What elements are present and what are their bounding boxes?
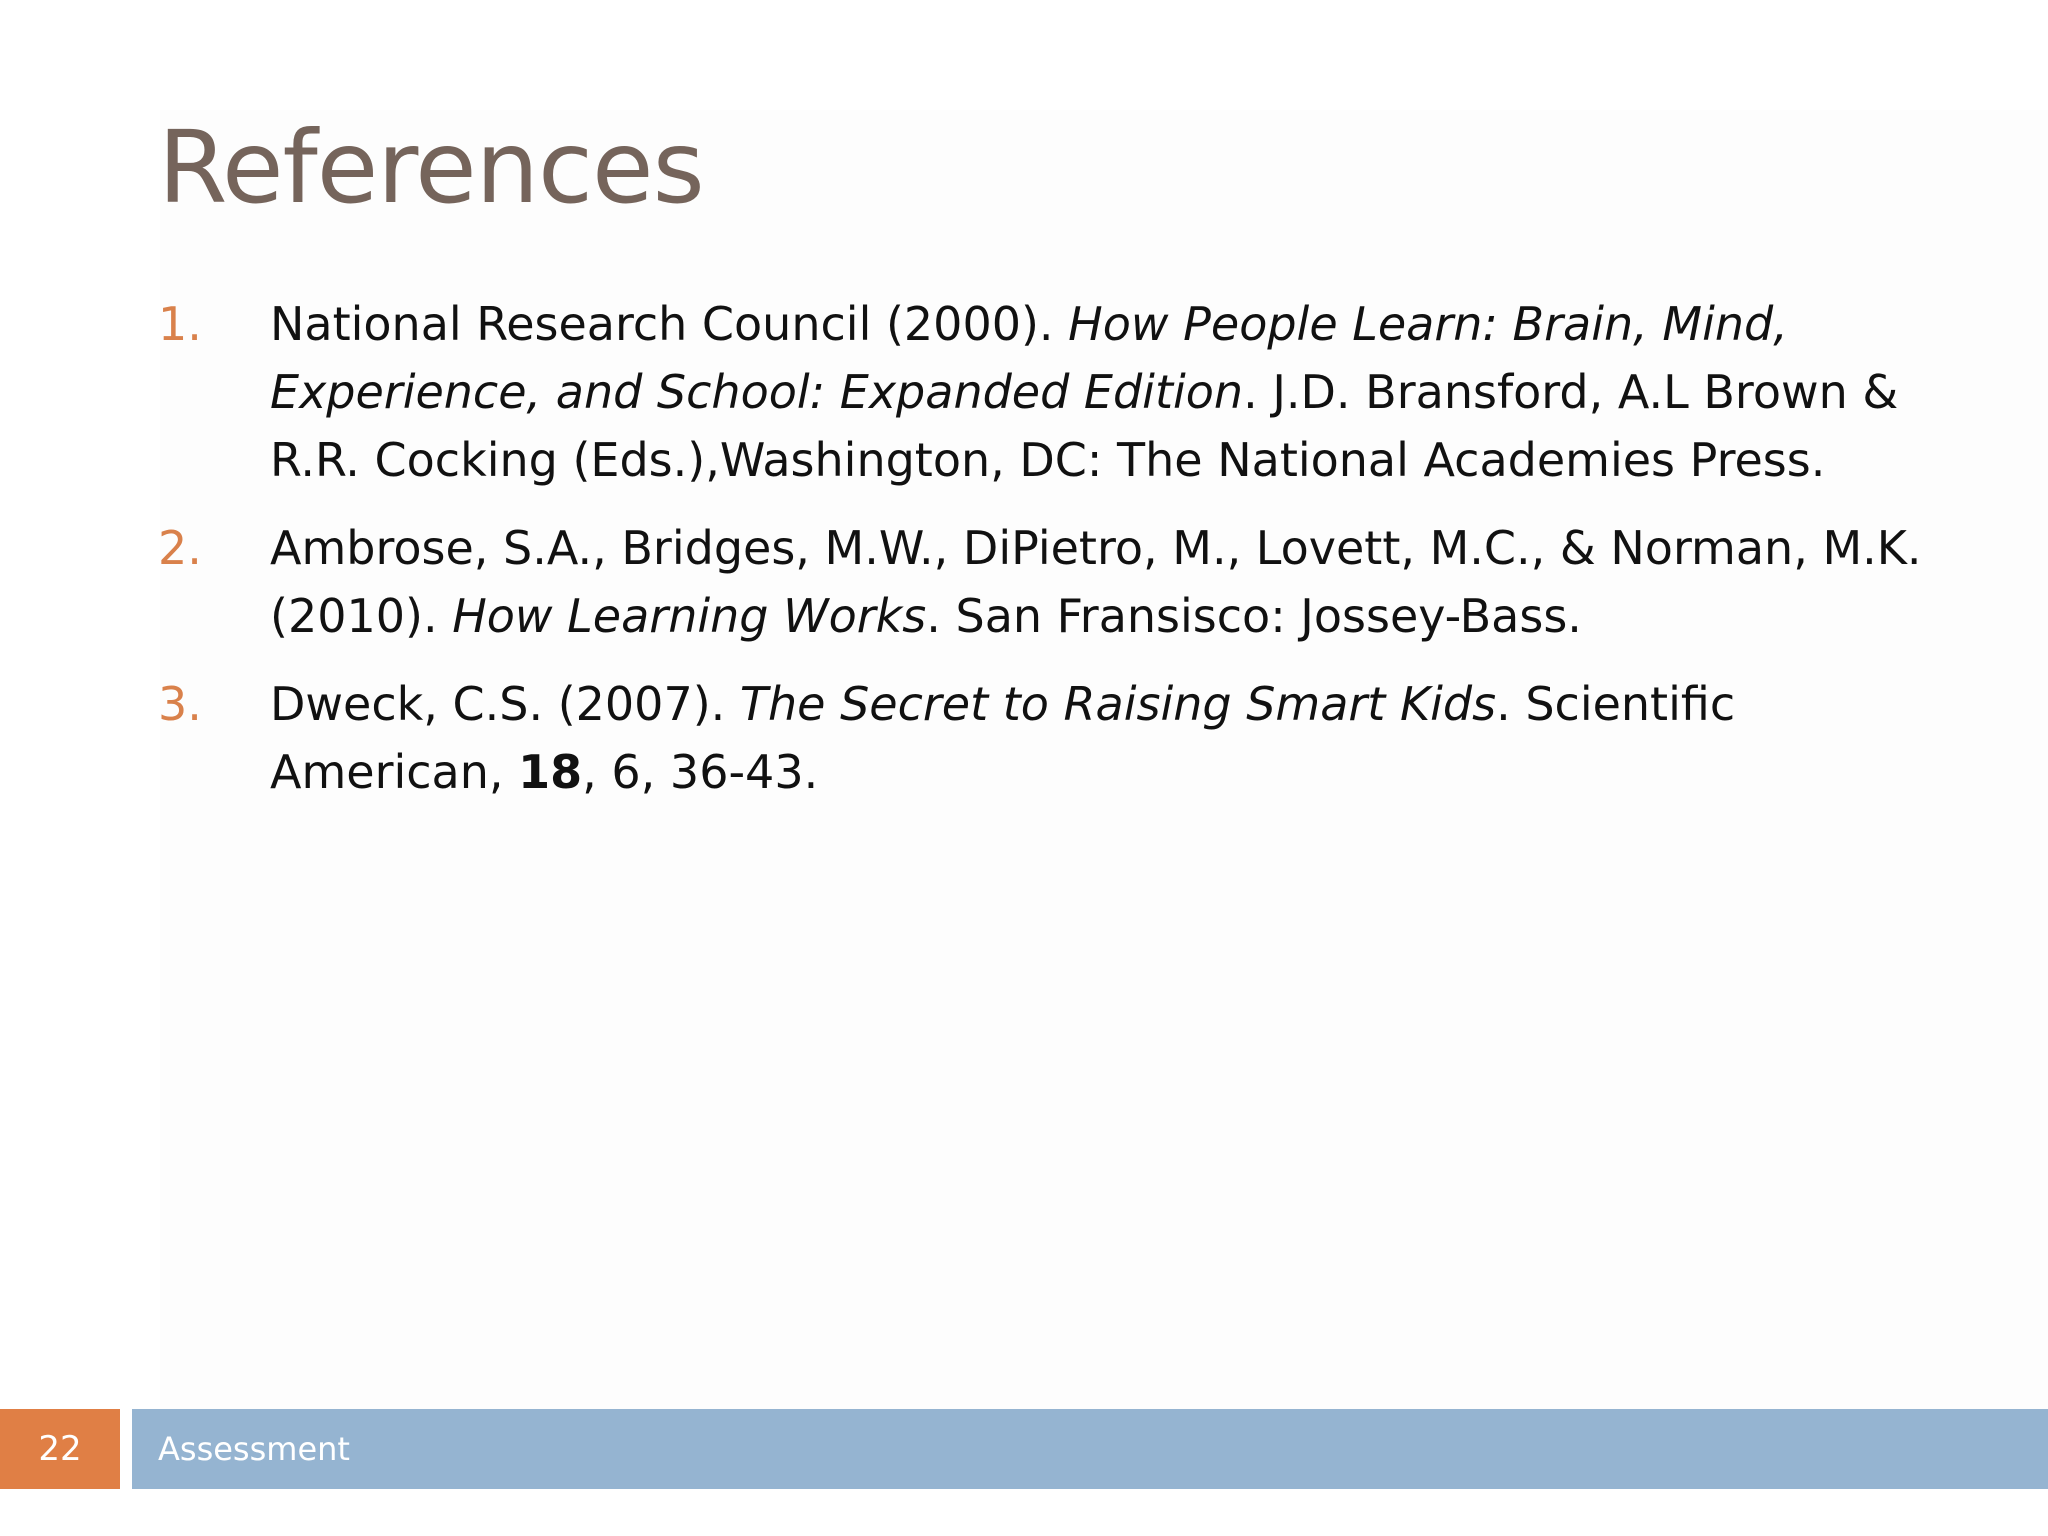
reference-item — [158, 670, 1938, 806]
reference-text-part: Ambrose, S.A., Bridges, M.W., DiPietro, M., Lovett, M.C., & Norman, M.K. (2010). — [270, 521, 1922, 643]
reference-number: 3. — [158, 677, 202, 731]
reference-number: 1. — [158, 297, 202, 351]
reference-title: The Secret to Raising Smart Kids — [739, 677, 1497, 731]
reference-text-part: . J.D. Bransford, A.L Brown & R.R. Cocking (Eds.),Washington, DC: The National Academies Press. — [270, 365, 1899, 487]
reference-title: How People Learn: Brain, Mind, Experience, and School: Expanded Edition — [270, 297, 1788, 419]
footer-section-label: Assessment — [158, 1430, 350, 1468]
reference-text — [270, 297, 1898, 487]
reference-volume: 18 — [518, 745, 583, 799]
reference-list — [158, 290, 1938, 826]
reference-item — [158, 514, 1938, 650]
reference-text-part: . Scientific American, — [270, 677, 1736, 799]
reference-text-part: . San Fransisco: Jossey-Bass. — [926, 589, 1582, 643]
reference-item — [158, 290, 1938, 494]
reference-text-part: , 6, 36-43. — [582, 745, 819, 799]
reference-text-part: Dweck, C.S. (2007). — [270, 677, 740, 731]
reference-text-part: National Research Council (2000). — [270, 297, 1069, 351]
footer-bar — [132, 1409, 2048, 1489]
reference-number: 2. — [158, 521, 202, 575]
page-number: 22 — [0, 1409, 120, 1489]
reference-text — [270, 521, 1922, 643]
slide-title: References — [158, 109, 704, 226]
reference-text — [270, 677, 1735, 799]
reference-title: How Learning Works — [452, 589, 927, 643]
